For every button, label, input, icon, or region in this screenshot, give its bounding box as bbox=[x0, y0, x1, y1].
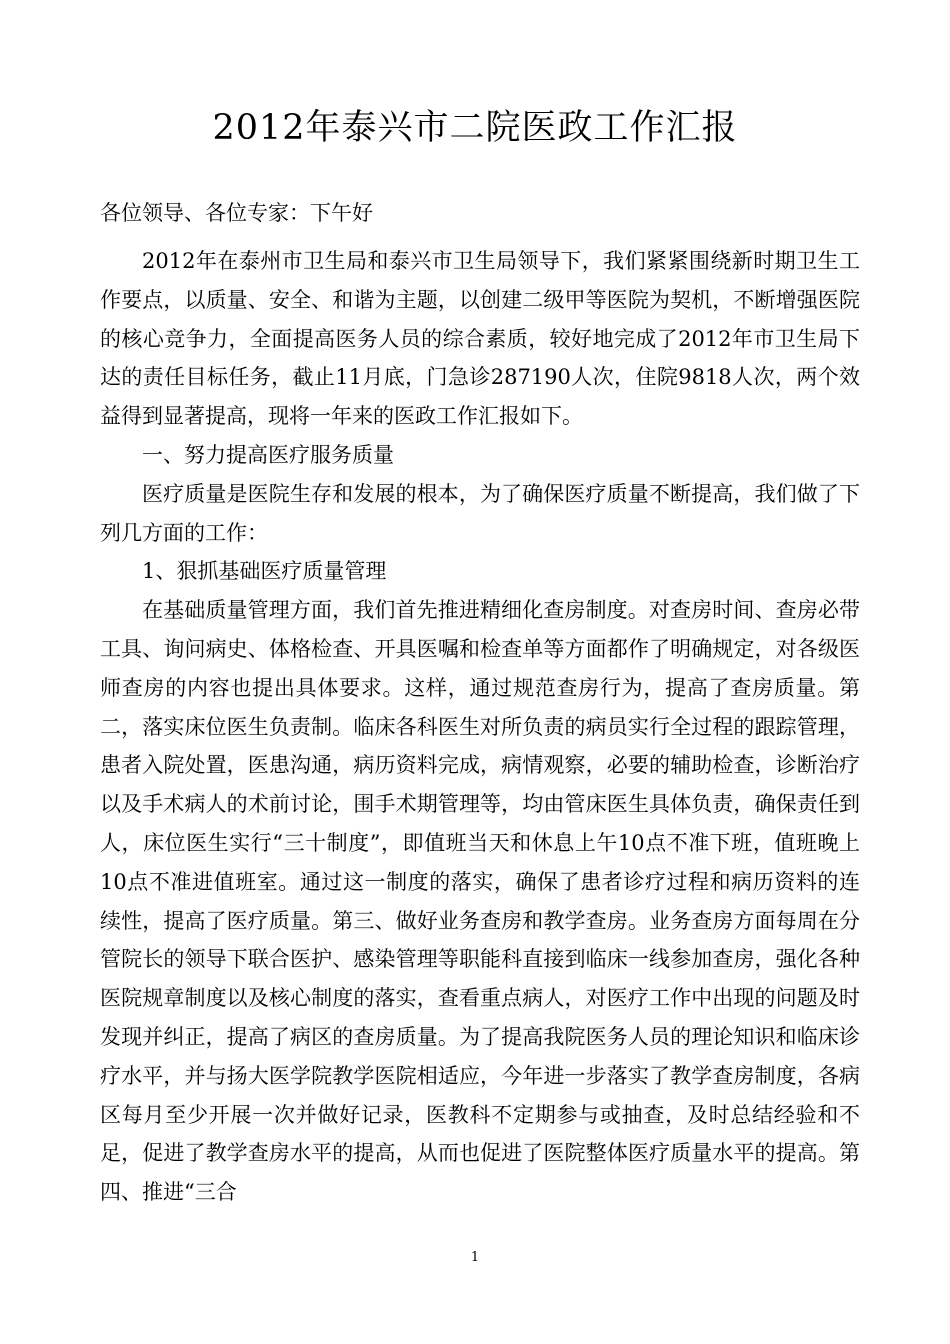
paragraph-basic-quality: 在基础质量管理方面，我们首先推进精细化查房制度。对查房时间、查房必带工具、询问病史、体格检查、开具医嘱和检查单等方面都作了明确规定，对各级医师查房的内容也提出具体要求。这样，通过规范查房行为，提高了查房质量。第二，落实床位医生负责制。临床各科医生对所负责的病员实行全过程的跟踪管理，患者入院处置，医患沟通，病历资料完成，病情观察，必要的辅助检查，诊断治疗以及手术病人的术前讨论，围手术期管理等，均由管床医生具体负责，确保责任到人，床位医生实行“三十制度”，即值班当天和休息上午10点不准下班，值班晚上10点不准进值班室。通过这一制度的落实，确保了患者诊疗过程和病历资料的连续性，提高了医疗质量。第三、做好业务查房和教学查房。业务查房方面每周在分管院长的领导下联合医护、感染管理等职能科直接到临床一线参加查房，强化各种医院规章制度以及核心制度的落实，查看重点病人，对医疗工作中出现的问题及时发现并纠正，提高了病区的查房质量。为了提高我院医务人员的理论知识和临床诊疗水平，并与扬大医学院教学医院相适应，今年进一步落实了教学查房制度，各病区每月至少开展一次并做好记录，医教科不定期参与或抽查，及时总结经验和不足，促进了教学查房水平的提高，从而也促进了医院整体医疗质量水平的提高。第四、推进“三合 bbox=[100, 598, 860, 1205]
page-number: 1 bbox=[470, 1250, 480, 1265]
document-body bbox=[100, 242, 860, 1212]
paragraph-intro: 2012年在泰州市卫生局和泰兴市卫生局领导下，我们紧紧围绕新时期卫生工作要点，以质量、安全、和谐为主题，以创建二级甲等医院为契机，不断增强医院的核心竞争力，全面提高医务人员的综合素质，较好地完成了2012年市卫生局下达的责任目标任务，截止11月底，门急诊287190人次，住院9818人次，两个效益得到显著提高，现将一年来的医政工作汇报如下。 bbox=[100, 249, 860, 429]
subsection-heading-1: 1、狠抓基础医疗质量管理 bbox=[142, 559, 387, 584]
salutation: 各位领导、各位专家：下午好 bbox=[100, 201, 373, 225]
section-heading-1: 一、努力提高医疗服务质量 bbox=[142, 442, 394, 467]
document-title: 2012年泰兴市二院医政工作汇报 bbox=[212, 108, 738, 148]
paragraph-quality: 医疗质量是医院生存和发展的根本，为了确保医疗质量不断提高，我们做了下列几方面的工作： bbox=[100, 481, 860, 545]
